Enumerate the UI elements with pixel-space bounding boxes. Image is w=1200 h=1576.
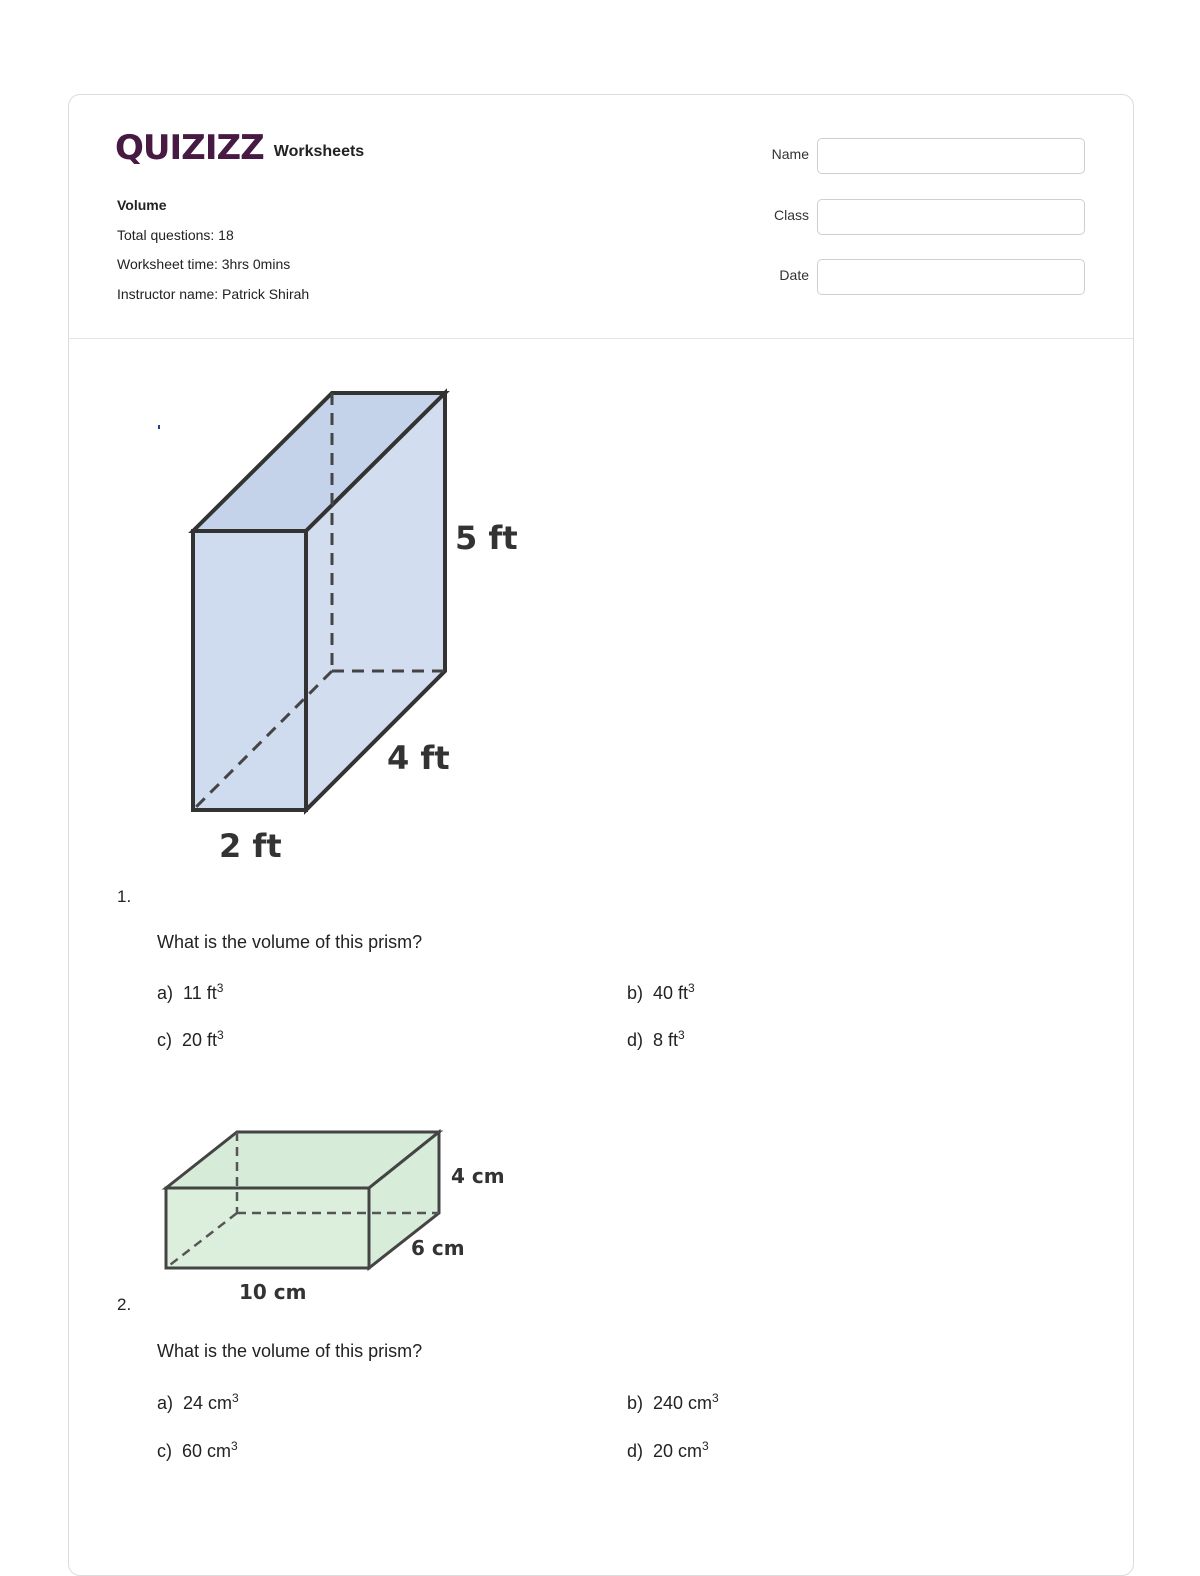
logo-subtitle: Worksheets — [273, 143, 365, 160]
option-value: 11 ft — [183, 983, 217, 1003]
stray-dot — [158, 425, 160, 429]
question-text: What is the volume of this prism? — [157, 1341, 423, 1361]
option-letter: b) — [627, 983, 644, 1003]
class-label: Class — [773, 207, 809, 223]
option-value: 24 cm — [183, 1393, 233, 1413]
option-letter: a) — [157, 983, 174, 1003]
option-exponent: 3 — [217, 1028, 224, 1042]
option-exponent: 3 — [231, 1439, 238, 1453]
question-number: 2. — [117, 1295, 132, 1314]
option-letter: a) — [157, 1393, 174, 1413]
option-letter: c) — [157, 1441, 172, 1461]
option-d[interactable] — [627, 1439, 709, 1462]
worksheet-header — [69, 95, 1133, 339]
option-value: 20 ft — [182, 1030, 218, 1050]
brand-logo — [115, 129, 364, 167]
worksheet-title: Volume — [117, 197, 167, 213]
date-input[interactable] — [817, 259, 1085, 295]
date-label: Date — [779, 267, 809, 283]
option-value: 60 cm — [182, 1441, 232, 1461]
name-label: Name — [771, 146, 809, 162]
option-letter: c) — [157, 1030, 172, 1050]
option-d[interactable] — [627, 1028, 685, 1051]
logo-wordmark: QUIZIZZ — [115, 128, 264, 168]
option-value: 8 ft — [653, 1030, 679, 1050]
prism-figure-1 — [149, 385, 549, 875]
dimension-height: 5 ft — [455, 519, 518, 557]
name-input[interactable] — [817, 138, 1085, 174]
option-c[interactable] — [157, 1439, 238, 1462]
option-value: 240 cm — [653, 1393, 713, 1413]
option-letter: d) — [627, 1030, 644, 1050]
worksheet-meta — [117, 191, 309, 309]
option-exponent: 3 — [678, 1028, 685, 1042]
option-a[interactable] — [157, 1391, 239, 1414]
instructor-name: Instructor name: Patrick Shirah — [117, 285, 310, 302]
class-field-row — [759, 199, 1139, 235]
dimension-width: 10 cm — [239, 1280, 307, 1304]
prism-front-face — [193, 531, 306, 810]
option-b[interactable] — [627, 1391, 719, 1414]
option-exponent: 3 — [712, 1391, 719, 1405]
option-a[interactable] — [157, 981, 223, 1004]
worksheet-time: Worksheet time: 3hrs 0mins — [117, 256, 291, 272]
option-c[interactable] — [157, 1028, 224, 1051]
prism-figure-2 — [159, 1125, 519, 1305]
date-field-row — [759, 259, 1139, 295]
option-exponent: 3 — [702, 1439, 709, 1453]
dimension-height: 4 cm — [451, 1164, 505, 1188]
class-input[interactable] — [817, 199, 1085, 235]
dimension-depth: 6 cm — [411, 1236, 465, 1260]
option-letter: b) — [627, 1393, 644, 1413]
option-exponent: 3 — [232, 1391, 239, 1405]
option-exponent: 3 — [216, 981, 224, 995]
dimension-width: 2 ft — [219, 827, 282, 865]
dimension-depth: 4 ft — [387, 739, 450, 777]
option-letter: d) — [627, 1441, 644, 1461]
question-text: What is the volume of this prism? — [157, 932, 423, 952]
prism-front-face — [166, 1188, 369, 1268]
option-b[interactable] — [627, 981, 695, 1004]
option-value: 40 ft — [653, 983, 689, 1003]
total-questions: Total questions: 18 — [117, 226, 234, 243]
option-exponent: 3 — [688, 981, 695, 995]
question-number: 1. — [117, 887, 132, 906]
option-value: 20 cm — [653, 1441, 703, 1461]
worksheet-card — [68, 94, 1134, 1576]
name-field-row — [759, 138, 1139, 174]
